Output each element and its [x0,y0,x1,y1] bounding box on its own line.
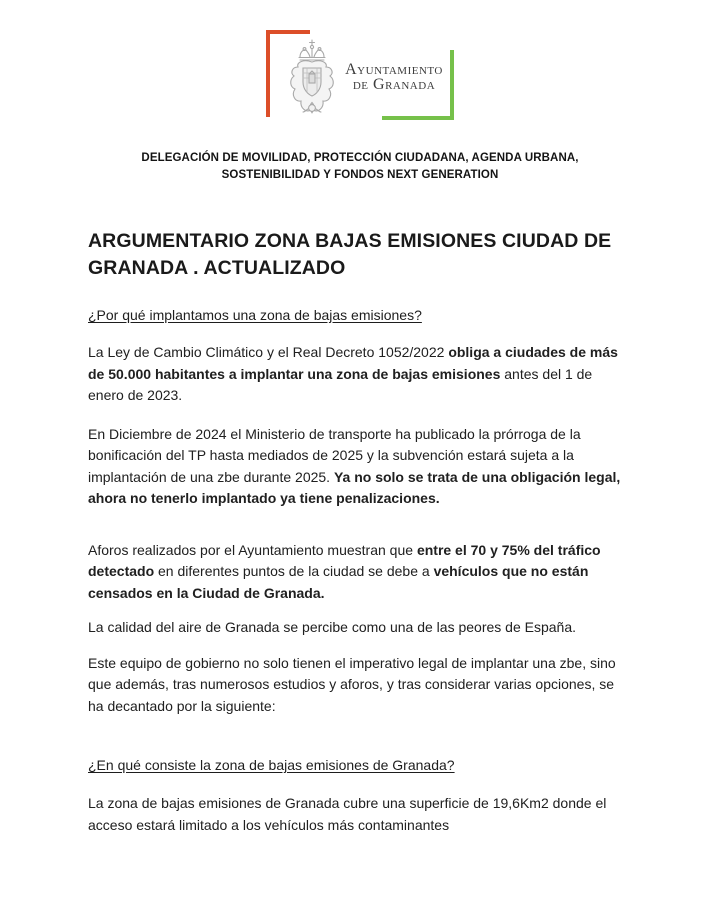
paragraph-ministry: En Diciembre de 2024 el Ministerio de transporte ha publicado la prórroga de la bonificación del TP hasta mediados de 2025 y la subvención estará sujeta a la implantación de una zbe durante 2025. Ya no solo se trata de una obligación legal, ahora no tenerlo implantado ya tiene penalizaciones. [88,425,621,506]
section-heading-what: ¿En qué consiste la zona de bajas emisiones de Granada? [88,757,455,773]
document-title: ARGUMENTARIO ZONA BAJAS EMISIONES CIUDAD DE GRANADA . ACTUALIZADO [88,230,612,279]
city-logo [266,30,454,120]
document-page [0,30,720,900]
section-heading-why: ¿Por qué implantamos una zona de bajas emisiones? [88,307,422,323]
paragraph-air-quality: La calidad del aire de Granada se percibe como una de las peores de España. [88,619,576,635]
delegation-line1: DELEGACIÓN DE MOVILIDAD, PROTECCIÓN CIUDADANA, AGENDA URBANA, [141,152,579,164]
paragraph-law: La Ley de Cambio Climático y el Real Decreto 1052/2022 obliga a ciudades de más de 50.000 habitantes a implantar una zona de bajas emisiones antes del 1 de enero de 2023. [88,344,618,403]
logo-org-line1: Ayuntamiento [345,61,443,78]
delegation-line2: SOSTENIBILIDAD Y FONDOS NEXT GENERATION [221,169,499,181]
coat-of-arms-icon [283,38,341,118]
delegation-header [0,150,720,184]
document-content [0,228,720,836]
paragraph-zone-description: La zona de bajas emisiones de Granada cubre una superficie de 19,6Km2 donde el acceso estará limitado a los vehículos más contaminantes [88,795,607,833]
paragraph-traffic-counts: Aforos realizados por el Ayuntamiento muestran que entre el 70 y 75% del tráfico detectado en diferentes puntos de la ciudad se debe a vehículos que no están censados en la Ciudad de Granada. [88,541,601,601]
paragraph-government-team: Este equipo de gobierno no solo tienen el imperativo legal de implantar una zbe, sino que además, tras numerosos estudios y aforos, y tras considerar varias opciones, se ha decantado por la siguiente: [88,654,616,714]
logo-org-name [342,62,446,92]
logo-org-line2: de Granada [352,76,436,93]
